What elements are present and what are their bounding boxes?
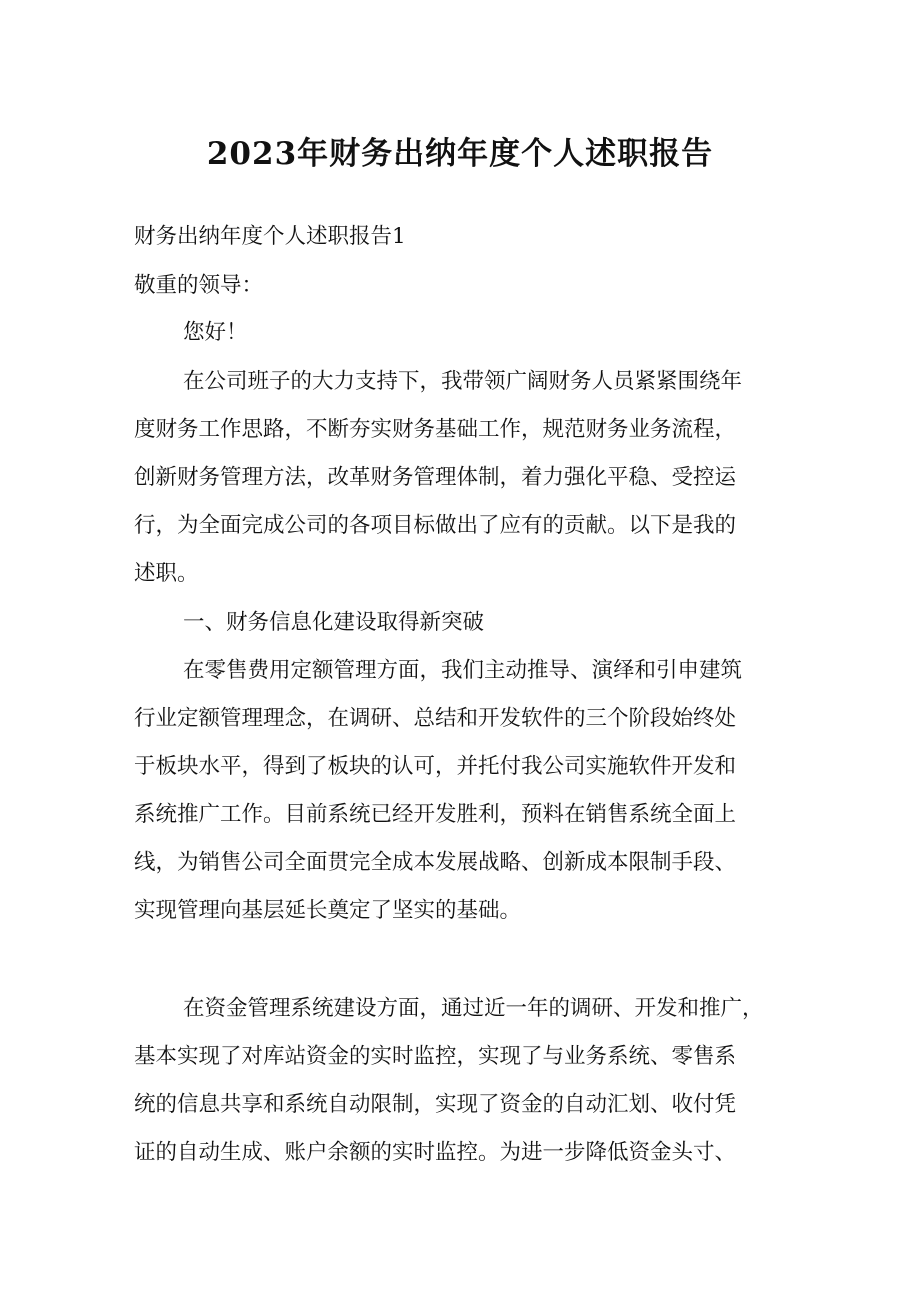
para2-line: 在零售费用定额管理方面，我们主动推导、演绎和引申建筑 (183, 658, 743, 683)
report-subtitle: 财务出纳年度个人述职报告1 (134, 224, 406, 249)
para3-line: 证的自动生成、账户余额的实时监控。为进一步降低资金头寸、 (134, 1140, 737, 1165)
para2-line: 行业定额管理理念，在调研、总结和开发软件的三个阶段始终处 (134, 706, 737, 731)
document-title: 2023年财务出纳年度个人述职报告 (206, 136, 714, 172)
para1-line: 度财务工作思路，不断夯实财务基础工作，规范财务业务流程， (134, 417, 737, 442)
section-heading: 一、财务信息化建设取得新突破 (183, 610, 485, 635)
para1-line: 在公司班子的大力支持下，我带领广阔财务人员紧紧围绕年 (183, 369, 743, 394)
para3-line: 基本实现了对库站资金的实时监控，实现了与业务系统、零售系 (134, 1044, 737, 1069)
salutation: 敬重的领导： (134, 273, 264, 298)
para1-line: 述职。 (134, 561, 199, 586)
para1-line: 创新财务管理方法，改革财务管理体制，着力强化平稳、受控运 (134, 465, 737, 490)
para3-line: 统的信息共享和系统自动限制，实现了资金的自动汇划、收付凭 (134, 1092, 737, 1117)
greeting: 您好！ (183, 320, 248, 345)
para3-line: 在资金管理系统建设方面，通过近一年的调研、开发和推广， (183, 996, 764, 1021)
para2-line: 线，为销售公司全面贯完全成本发展战略、创新成本限制手段、 (134, 850, 737, 875)
para2-line: 系统推广工作。目前系统已经开发胜利，预料在销售系统全面上 (134, 802, 737, 827)
para2-line: 于板块水平，得到了板块的认可，并托付我公司实施软件开发和 (134, 754, 737, 779)
para1-line: 行，为全面完成公司的各项目标做出了应有的贡献。以下是我的 (134, 513, 737, 538)
para2-line: 实现管理向基层延长奠定了坚实的基础。 (134, 898, 522, 923)
